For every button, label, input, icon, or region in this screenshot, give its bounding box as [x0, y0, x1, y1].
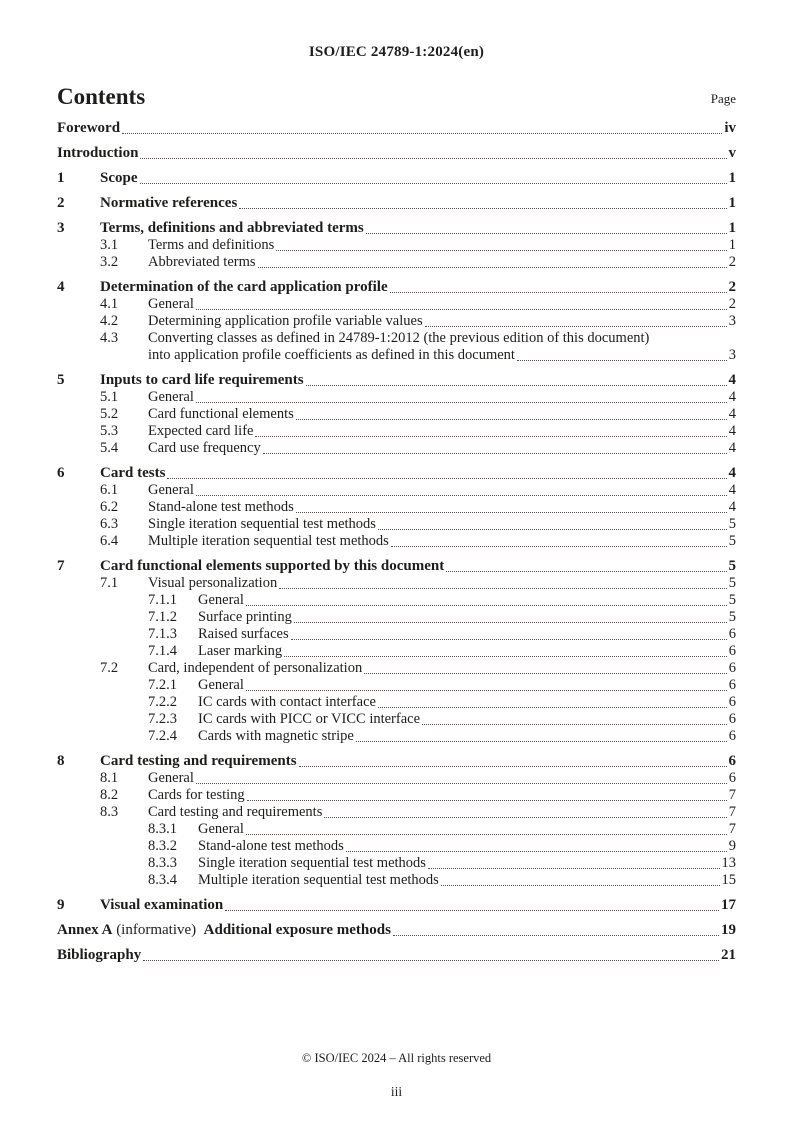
toc-entry-number: 4.3 [100, 330, 119, 347]
toc-entry-number: 7.1.1 [148, 592, 177, 609]
toc-entry-page: 6 [728, 728, 736, 745]
toc-entry-label: Single iteration sequential test methods [148, 516, 376, 533]
dotted-leader [291, 639, 727, 640]
dotted-leader [393, 935, 719, 936]
toc-entry-label: Single iteration sequential test methods [198, 855, 426, 872]
dotted-leader [324, 817, 726, 818]
dotted-leader [284, 656, 727, 657]
dotted-leader [258, 267, 727, 268]
toc-entry-page: v [728, 145, 736, 162]
toc-entry-page: 21 [721, 947, 736, 964]
toc-entry-label: General [148, 296, 194, 313]
toc-entry-number: 3 [57, 220, 65, 237]
dotted-leader [246, 605, 727, 606]
toc-entry-page: 6 [728, 660, 736, 677]
dotted-leader [294, 622, 727, 623]
toc-entry[interactable] [57, 144, 736, 162]
dotted-leader [167, 478, 726, 479]
toc-entry-label: Card functional elements [148, 406, 294, 423]
toc-entry-label: Determining application profile variable values [148, 313, 423, 330]
dotted-leader [446, 571, 726, 572]
contents-section [0, 84, 793, 964]
toc-entry-number: 7.2.4 [148, 728, 177, 745]
toc-entry-page: 3 [728, 313, 736, 330]
toc-entry[interactable] [57, 921, 736, 939]
dotted-leader [140, 183, 727, 184]
toc-entry-label: Multiple iteration sequential test methods [198, 872, 439, 889]
toc-entry-label: Expected card life [148, 423, 254, 440]
dotted-leader [306, 385, 727, 386]
toc-entry-page: 4 [728, 389, 736, 406]
dotted-leader [378, 529, 727, 530]
dotted-leader [391, 546, 727, 547]
toc-entry-number: 7.1.3 [148, 626, 177, 643]
toc-entry[interactable] [57, 787, 736, 804]
toc-entry-page: 6 [728, 626, 736, 643]
dotted-leader [299, 766, 727, 767]
toc-entry-label: Laser marking [198, 643, 283, 660]
toc-entry-page: 13 [721, 855, 736, 872]
toc-entry-label: Cards with magnetic stripe [198, 728, 354, 745]
page-column-label: Page [710, 91, 736, 107]
toc-entry-number: 8.3 [100, 804, 119, 821]
toc-entry-label-part: (informative) [112, 922, 204, 939]
dotted-leader [246, 834, 727, 835]
toc-entry-label: General [148, 389, 194, 406]
toc-entry-number: 5.4 [100, 440, 119, 457]
toc-entry-label: Normative references [100, 195, 238, 212]
toc-entry-label: Card testing and requirements [148, 804, 323, 821]
toc-entry-continuation[interactable] [57, 347, 736, 364]
toc-entry-label: Abbreviated terms [148, 254, 256, 271]
dotted-leader [441, 885, 720, 886]
toc-entry[interactable] [57, 838, 736, 855]
toc-entry[interactable] [57, 711, 736, 728]
toc-entry-number: 1 [57, 170, 65, 187]
toc-entry-label: Stand-alone test methods [148, 499, 294, 516]
page-number: iii [390, 1084, 403, 1099]
toc-entry-number: 8.1 [100, 770, 119, 787]
toc-entry-page: 6 [728, 711, 736, 728]
toc-entry[interactable] [57, 406, 736, 423]
toc-entry[interactable] [57, 575, 736, 592]
toc-entry-number: 5.2 [100, 406, 119, 423]
toc-entry-label: Card testing and requirements [100, 753, 297, 770]
toc-entry[interactable] [57, 694, 736, 711]
toc-entry-page: 5 [728, 609, 736, 626]
toc-entry-page: 6 [728, 770, 736, 787]
toc-entry[interactable] [57, 330, 736, 347]
toc-entry-label: IC cards with PICC or VICC interface [198, 711, 421, 728]
toc-entry[interactable] [57, 423, 736, 440]
dotted-leader [263, 453, 727, 454]
toc-entry-page: iv [724, 120, 736, 137]
toc-entry-number: 8.3.1 [148, 821, 177, 838]
contents-header [57, 84, 736, 109]
dotted-leader [390, 292, 727, 293]
toc-entry-page: 1 [728, 220, 736, 237]
toc-entry[interactable] [57, 872, 736, 889]
toc-entry-page: 6 [728, 753, 736, 770]
toc-entry[interactable] [57, 643, 736, 660]
toc-entry-label-part: Additional exposure methods [203, 922, 391, 939]
toc-entry[interactable] [57, 296, 736, 313]
toc-entry-number: 6.1 [100, 482, 119, 499]
contents-title: Contents [57, 84, 146, 109]
toc-entry-page: 7 [728, 787, 736, 804]
dotted-leader [239, 208, 726, 209]
toc-entry[interactable] [57, 313, 736, 330]
toc-entry-page: 19 [721, 922, 736, 939]
toc-entry-page: 4 [728, 465, 736, 482]
toc-entry-label: General [198, 677, 244, 694]
toc-entry[interactable] [57, 440, 736, 457]
toc-entry-label: IC cards with contact interface [198, 694, 376, 711]
toc-entry[interactable] [57, 499, 736, 516]
toc-entry-page: 4 [728, 499, 736, 516]
toc-entry[interactable] [57, 855, 736, 872]
toc-entry-page: 1 [728, 195, 736, 212]
toc-entry-number: 7.1 [100, 575, 119, 592]
toc-entry-number: 5.3 [100, 423, 119, 440]
toc-entry-number: 4.2 [100, 313, 119, 330]
toc-entry-number: 6.4 [100, 533, 119, 550]
toc-entry[interactable] [57, 660, 736, 677]
toc-entry-label: Inputs to card life requirements [100, 372, 304, 389]
toc-entry-page: 6 [728, 694, 736, 711]
toc-entry-number: 4.1 [100, 296, 119, 313]
toc-entry[interactable] [57, 482, 736, 499]
dotted-leader [296, 512, 727, 513]
dotted-leader [255, 436, 726, 437]
dotted-leader [225, 910, 719, 911]
toc-entry-page: 1 [728, 170, 736, 187]
toc-entry-label: Foreword [57, 120, 121, 137]
toc-entry-number: 7.1.2 [148, 609, 177, 626]
toc-entry-page: 17 [721, 897, 736, 914]
dotted-leader [247, 800, 727, 801]
toc-entry-label: Multiple iteration sequential test methods [148, 533, 389, 550]
toc-entry[interactable] [57, 464, 736, 482]
toc-entry-label: Card tests [100, 465, 166, 482]
toc-entry-label: Visual examination [100, 897, 224, 914]
toc-entry-label: Card, independent of personalization [148, 660, 363, 677]
toc-entry-page: 4 [728, 423, 736, 440]
toc-entry-page: 4 [728, 482, 736, 499]
toc-entry-page: 1 [728, 237, 736, 254]
toc-entry[interactable] [57, 592, 736, 609]
toc-entry-number: 2 [57, 195, 65, 212]
toc-entry-label: General [198, 592, 244, 609]
dotted-leader [143, 960, 719, 961]
dotted-leader [346, 851, 727, 852]
toc-entry-page: 4 [728, 440, 736, 457]
toc-entry-label: Raised surfaces [198, 626, 289, 643]
toc-entry-page: 4 [728, 372, 736, 389]
document-identifier: ISO/IEC 24789-1:2024(en) [308, 44, 485, 60]
toc-entry-page: 6 [728, 677, 736, 694]
toc-entry-number: 6 [57, 465, 65, 482]
toc-entry-page: 5 [728, 592, 736, 609]
toc-entry[interactable] [57, 169, 736, 187]
toc-entry-label: Converting classes as defined in 24789-1:2012 (the previous edition of this document) [148, 330, 650, 347]
dotted-leader [425, 326, 727, 327]
toc-entry-page: 15 [721, 872, 736, 889]
toc-entry-label: Terms and definitions [148, 237, 275, 254]
toc-entry[interactable] [57, 194, 736, 212]
toc-entry-number: 3.2 [100, 254, 119, 271]
toc-entry-page: 5 [728, 558, 736, 575]
toc-entry-label: General [148, 482, 194, 499]
toc-entry[interactable] [57, 770, 736, 787]
toc-entry[interactable] [57, 516, 736, 533]
toc-entry-number: 8 [57, 753, 65, 770]
toc-entry-number: 8.3.3 [148, 855, 177, 872]
toc-entry[interactable] [57, 533, 736, 550]
toc-entry-label: Visual personalization [148, 575, 278, 592]
toc-entry[interactable] [57, 728, 736, 745]
toc-entry-page: 2 [728, 296, 736, 313]
dotted-leader [196, 402, 727, 403]
toc-entry-number: 7.1.4 [148, 643, 177, 660]
toc-entry-label: Surface printing [198, 609, 292, 626]
toc-entry-label: General [198, 821, 244, 838]
toc-entry-label: into application profile coefficients as defined in this document [148, 347, 515, 364]
toc-entry[interactable] [57, 609, 736, 626]
toc-entry-number: 7.2.2 [148, 694, 177, 711]
dotted-leader [517, 360, 727, 361]
toc-entry-label: Cards for testing [148, 787, 245, 804]
toc-entry-number: 7.2 [100, 660, 119, 677]
toc-entry[interactable] [57, 821, 736, 838]
table-of-contents [57, 119, 736, 964]
dotted-leader [276, 250, 727, 251]
toc-entry-number: 4 [57, 279, 65, 296]
dotted-leader [196, 309, 727, 310]
toc-entry-page: 7 [728, 821, 736, 838]
toc-entry-number: 6.3 [100, 516, 119, 533]
toc-entry[interactable] [57, 278, 736, 296]
dotted-leader [428, 868, 720, 869]
toc-entry-label: Card use frequency [148, 440, 261, 457]
toc-entry-number: 8.2 [100, 787, 119, 804]
dotted-leader [122, 133, 722, 134]
toc-entry-label-part: Annex A [57, 922, 113, 939]
toc-entry-number: 9 [57, 897, 65, 914]
toc-entry[interactable] [57, 626, 736, 643]
toc-entry-page: 2 [728, 254, 736, 271]
toc-entry-number: 7 [57, 558, 65, 575]
toc-entry[interactable] [57, 804, 736, 821]
toc-entry-number: 7.2.1 [148, 677, 177, 694]
toc-entry-page: 7 [728, 804, 736, 821]
toc-entry-page: 9 [728, 838, 736, 855]
toc-entry-page: 5 [728, 533, 736, 550]
dotted-leader [364, 673, 727, 674]
toc-entry[interactable] [57, 389, 736, 406]
toc-entry[interactable] [57, 752, 736, 770]
toc-entry[interactable] [57, 946, 736, 964]
toc-entry-number: 8.3.2 [148, 838, 177, 855]
toc-entry-label [57, 921, 391, 939]
toc-entry[interactable] [57, 371, 736, 389]
toc-entry-number: 6.2 [100, 499, 119, 516]
toc-entry-label: Card functional elements supported by this document [100, 558, 445, 575]
toc-entry-label: Introduction [57, 145, 139, 162]
toc-entry-number: 8.3.4 [148, 872, 177, 889]
toc-entry[interactable] [57, 254, 736, 271]
toc-entry-label: Bibliography [57, 947, 142, 964]
copyright-notice: © ISO/IEC 2024 – All rights reserved [301, 1051, 492, 1065]
toc-entry-page: 3 [728, 347, 736, 364]
toc-entry-label: Terms, definitions and abbreviated terms [100, 220, 364, 237]
toc-entry[interactable] [57, 677, 736, 694]
toc-entry-page: 5 [728, 516, 736, 533]
toc-entry-number: 7.2.3 [148, 711, 177, 728]
dotted-leader [366, 233, 727, 234]
dotted-leader [140, 158, 726, 159]
toc-entry-label: Scope [100, 170, 138, 187]
toc-entry-number: 3.1 [100, 237, 119, 254]
dotted-leader [246, 690, 727, 691]
toc-entry-page: 4 [728, 406, 736, 423]
dotted-leader [279, 588, 727, 589]
dotted-leader [378, 707, 727, 708]
toc-entry-label: Stand-alone test methods [198, 838, 344, 855]
toc-entry-page: 6 [728, 643, 736, 660]
dotted-leader [196, 783, 727, 784]
dotted-leader [296, 419, 727, 420]
toc-entry-number: 5 [57, 372, 65, 389]
toc-entry-page: 5 [728, 575, 736, 592]
toc-entry[interactable] [57, 896, 736, 914]
dotted-leader [422, 724, 727, 725]
dotted-leader [356, 741, 727, 742]
toc-entry-label: General [148, 770, 194, 787]
dotted-leader [196, 495, 727, 496]
toc-entry[interactable] [57, 219, 736, 237]
toc-entry[interactable] [57, 119, 736, 137]
toc-entry-label: Determination of the card application profile [100, 279, 388, 296]
toc-entry-number: 5.1 [100, 389, 119, 406]
toc-entry[interactable] [57, 557, 736, 575]
toc-entry-page: 2 [728, 279, 736, 296]
toc-entry[interactable] [57, 237, 736, 254]
